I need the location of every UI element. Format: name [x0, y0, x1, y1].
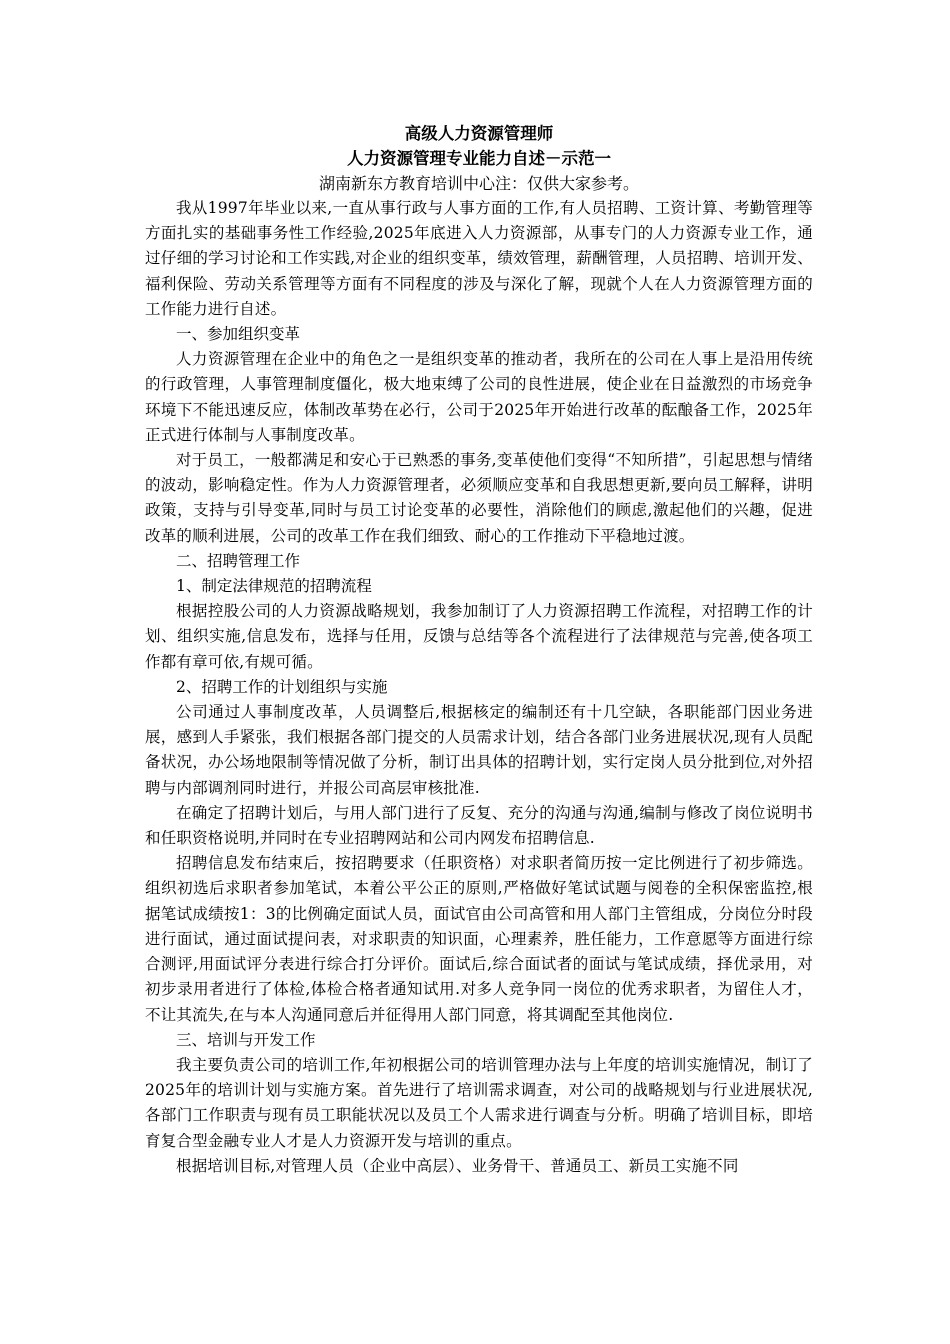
section-3-paragraph-2: 根据培训目标,对管理人员（企业中高层）、业务骨干、普通员工、新员工实施不同	[176, 1156, 739, 1175]
document-subtitle: 人力资源管理专业能力自述－示范一	[347, 149, 611, 168]
document-note: 湖南新东方教育培训中心注：仅供大家参考。	[318, 174, 639, 193]
section-2-subheading-1: 1、制定法律规范的招聘流程	[176, 577, 372, 596]
section-2-paragraph-1: 根据控股公司的人力资源战略规划，我参加制订了人力资源招聘工作流程，对招聘工作的计划、组织实施,信息发布，选择与任用，反馈与总结等各个流程进行了法律规范与完善,使各项工作都有章可依,有规可循。	[145, 602, 813, 671]
section-2-paragraph-4: 招聘信息发布结束后，按招聘要求（任职资格）对求职者简历按一定比例进行了初步筛选。组织初选后求职者参加笔试，本着公平公正的原则,严格做好笔试试题与阅卷的全积保密监控,根据笔试成绩按1：3的比例确定面试人员，面试官由公司高管和用人部门主管组成，分岗位分时段进行面试，通过面试提问表，对求职责的知识面，心理素养，胜任能力，工作意愿等方面进行综合测评,用面试评分表进行综合打分评价。面试后,综合面试者的面试与笔试成绩，择优录用，对初步录用者进行了体检,体检合格者通知试用.对多人竞争同一岗位的优秀求职者，为留住人才，不让其流失,在与本人沟通同意后并征得用人部门同意，将其调配至其他岗位.	[145, 854, 813, 1024]
intro-paragraph: 我从1997年毕业以来,一直从事行政与人事方面的工作,有人员招聘、工资计算、考勤管理等方面扎实的基础事务性工作经验,2025年底进入人力资源部，从事专门的人力资源专业工作，通过仔细的学习讨论和工作实践,对企业的组织变革，绩效管理，薪酬管理，人员招聘、培训开发、福利保险、劳动关系管理等方面有不同程度的涉及与深化了解，现就个人在人力资源管理方面的工作能力进行自述。	[145, 199, 813, 318]
section-3-heading: 三、培训与开发工作	[176, 1030, 316, 1049]
section-1-paragraph-2: 对于员工，一般都满足和安心于已熟悉的事务,变革使他们变得“不知所措”，引起思想与情绪的波动，影响稳定性。作为人力资源管理者，必须顺应变革和自我思想更新,要向员工解释，讲明政策，支持与引导变革,同时与员工讨论变革的必要性，消除他们的顾虑,激起他们的兴趣，促进改革的顺利进展，公司的改革工作在我们细致、耐心的工作推动下平稳地过渡。	[145, 451, 813, 545]
section-1-paragraph-1: 人力资源管理在企业中的角色之一是组织变革的推动者，我所在的公司在人事上是沿用传统的行政管理，人事管理制度僵化，极大地束缚了公司的良性进展，使企业在日益激烈的市场竞争环境下不能迅速反应，体制改革势在必行，公司于2025年开始进行改革的酝酿备工作，2025年正式进行体制与人事制度改革。	[145, 350, 813, 444]
document-title: 高级人力资源管理师	[404, 124, 554, 143]
section-2-heading: 二、招聘管理工作	[176, 551, 301, 570]
section-3-paragraph-1: 我主要负责公司的培训工作,年初根据公司的培训管理办法与上年度的培训实施情况，制订了2025年的培训计划与实施方案。首先进行了培训需求调查，对公司的战略规划与行业进展状况,各部门工作职责与现有员工职能状况以及员工个人需求进行调查与分析。明确了培训目标，即培育复合型金融专业人才是人力资源开发与培训的重点。	[145, 1055, 813, 1150]
section-2-paragraph-2: 公司通过人事制度改革，人员调整后,根据核定的编制还有十几空缺，各职能部门因业务进展，感到人手紧张，我们根据各部门提交的人员需求计划，结合各部门业务进展状况,现有人员配备状况，办公场地限制等情况做了分析，制订出具体的招聘计划，实行定岗人员分批到位,对外招聘与内部调剂同时进行，并报公司高层审核批准.	[145, 703, 813, 797]
document-page	[145, 122, 813, 1179]
section-1-heading: 一、参加组织变革	[176, 325, 301, 344]
section-2-paragraph-3: 在确定了招聘计划后，与用人部门进行了反复、充分的沟通与沟通,编制与修改了岗位说明书和任职资格说明,并同时在专业招聘网站和公司内网发布招聘信息.	[145, 803, 813, 848]
section-2-subheading-2: 2、招聘工作的计划组织与实施	[176, 677, 388, 696]
